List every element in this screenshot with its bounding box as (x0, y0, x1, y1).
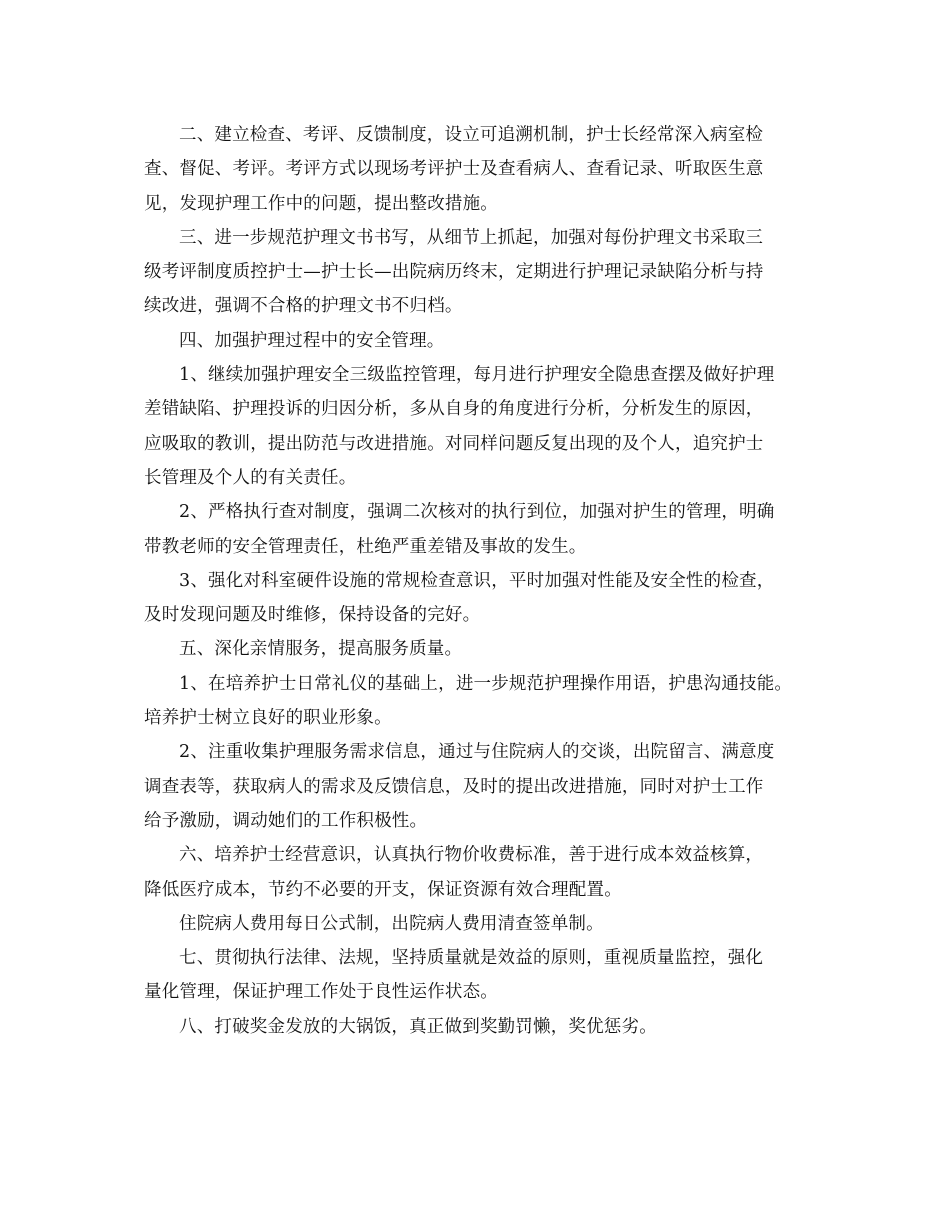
document-body (144, 118, 824, 1044)
paragraph-line: 给予激励，调动她们的工作积极性。 (144, 810, 428, 831)
paragraph-line: 续改进，强调不合格的护理文书不归档。 (144, 296, 463, 317)
paragraph-first-line: 2、严格执行查对制度，强调二次核对的执行到位，加强对护生的管理，明确 (179, 502, 775, 523)
paragraph-line: 及时发现问题及时维修，保持设备的完好。 (144, 605, 481, 626)
paragraph-first-line: 1、继续加强护理安全三级监控管理，每月进行护理安全隐患查摆及做好护理 (179, 365, 775, 386)
paragraph-first-line: 四、加强护理过程中的安全管理。 (179, 330, 445, 351)
paragraph-first-line: 八、打破奖金发放的大锅饭，真正做到奖勤罚懒，奖优惩劣。 (179, 1016, 657, 1037)
paragraph-line: 调查表等，获取病人的需求及反馈信息，及时的提出改进措施，同时对护士工作 (144, 776, 764, 797)
paragraph-first-line: 住院病人费用每日公式制，出院病人费用清查签单制。 (179, 913, 604, 934)
paragraph-line: 差错缺陷、护理投诉的归因分析，多从自身的角度进行分析，分析发生的原因， (144, 399, 764, 420)
paragraph-line: 培养护士树立良好的职业形象。 (144, 708, 392, 729)
paragraph-first-line: 五、深化亲情服务，提高服务质量。 (179, 639, 463, 660)
paragraph-first-line: 2、注重收集护理服务需求信息，通过与住院病人的交谈，出院留言、满意度 (179, 742, 775, 763)
paragraph-line: 长管理及个人的有关责任。 (144, 467, 357, 488)
paragraph-first-line: 1、在培养护士日常礼仪的基础上，进一步规范护理操作用语，护患沟通技能。 (179, 673, 793, 694)
paragraph-first-line: 三、进一步规范护理文书书写，从细节上抓起，加强对每份护理文书采取三 (179, 227, 764, 248)
paragraph-line: 降低医疗成本，节约不必要的开支，保证资源有效合理配置。 (144, 879, 622, 900)
paragraph-first-line: 二、建立检查、考评、反馈制度，设立可追溯机制，护士长经常深入病室检 (179, 125, 764, 145)
paragraph-line: 带教老师的安全管理责任，杜绝严重差错及事故的发生。 (144, 536, 587, 557)
paragraph-line: 查、督促、考评。考评方式以现场考评护士及查看病人、查看记录、听取医生意 (144, 159, 764, 180)
paragraph-first-line: 3、强化对科室硬件设施的常规检查意识，平时加强对性能及安全性的检查， (179, 570, 775, 591)
paragraph-first-line: 七、贯彻执行法律、法规，坚持质量就是效益的原则，重视质量监控，强化 (179, 948, 764, 969)
paragraph-line: 应吸取的教训，提出防范与改进措施。对同样问题反复出现的及个人，追究护士 (144, 433, 764, 454)
paragraph-line: 级考评制度质控护士—护士长—出院病历终末，定期进行护理记录缺陷分析与持 (144, 262, 764, 283)
paragraph-line: 见，发现护理工作中的问题，提出整改措施。 (144, 193, 498, 214)
paragraph-line: 量化管理，保证护理工作处于良性运作状态。 (144, 982, 498, 1003)
paragraph-first-line: 六、培养护士经营意识，认真执行物价收费标准，善于进行成本效益核算， (179, 845, 764, 866)
